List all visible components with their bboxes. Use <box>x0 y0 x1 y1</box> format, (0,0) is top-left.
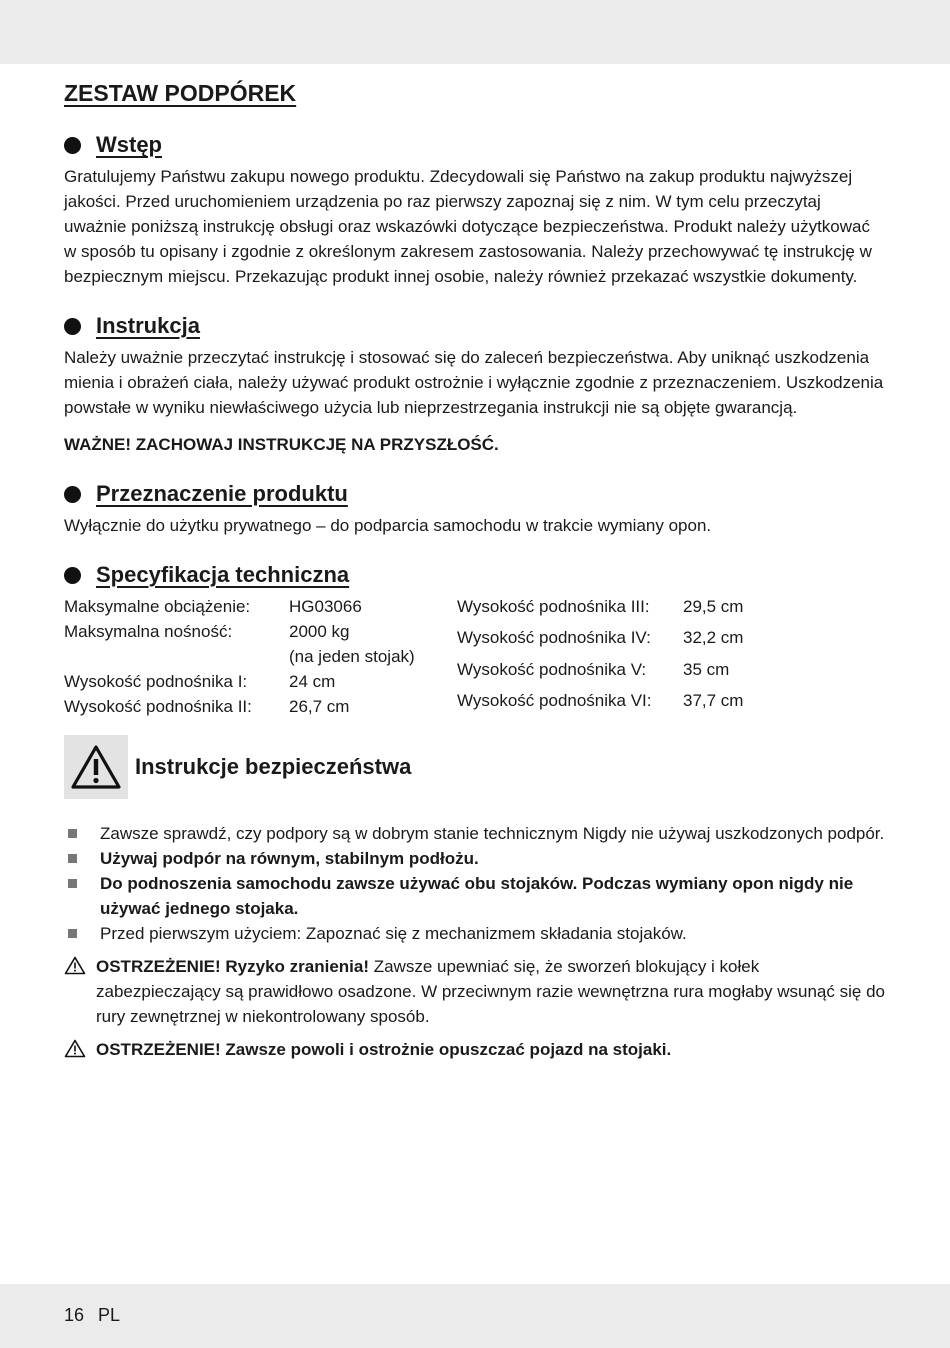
spec-label: Wysokość podnośnika IV: <box>457 628 651 648</box>
purpose-paragraph: Wyłącznie do użytku prywatnego – do podparcia samochodu w trakcie wymiany opon. <box>64 516 712 535</box>
document-body <box>64 78 886 1065</box>
warning-triangle-icon <box>64 1037 96 1065</box>
spec-label: Wysokość podnośnika II: <box>64 697 252 716</box>
spec-value: (na jeden stojak) <box>289 647 415 666</box>
square-bullet-icon <box>68 929 77 938</box>
warning-item <box>64 954 886 1029</box>
safety-list <box>64 821 886 946</box>
square-bullet-icon <box>68 879 77 888</box>
spec-label: Maksymalna nośność: <box>64 622 233 641</box>
spec-value: 29,5 cm <box>683 597 744 616</box>
warning-triangle-icon <box>64 735 128 799</box>
intro-paragraph: Gratulujemy Państwu zakupu nowego produktu. Zdecydowali się Państwo na zakup produktu najwyższej jakości. Przed uruchomieniem urządzenia po raz pierwszy zapoznaj się z nim. W tym celu przeczytaj uważnie poniższą instrukcję obsługi oraz wskazówki dotyczące bezpieczeństwa. Produkt należy użytkować w sposób tu opisany i zgodnie z określonym zakresem zastosowania. Należy przechowywać tę instrukcję w bezpiecznym miejscu. Przekazując produkt innej osobie, należy również przekazać wszystkie dokumenty. <box>64 167 872 286</box>
spec-value: HG03066 <box>289 597 362 616</box>
warning-text <box>96 954 886 1029</box>
list-item-text: Zawsze sprawdź, czy podpory są w dobrym stanie technicznym Nigdy nie używaj uszkodzonych podpór. <box>100 824 885 843</box>
heading-text: Wstęp <box>96 132 162 157</box>
page-footer <box>64 1305 120 1326</box>
list-item <box>64 821 886 846</box>
spec-column-left <box>64 594 457 719</box>
bottom-band <box>0 1284 950 1348</box>
list-item <box>64 846 886 871</box>
list-item <box>64 921 886 946</box>
heading-text: Instrukcja <box>96 313 200 338</box>
list-item <box>64 871 886 921</box>
instructions-paragraph: Należy uważnie przeczytać instrukcję i stosować się do zaleceń bezpieczeństwa. Aby uniknąć uszkodzenia mienia i obrażeń ciała, należy używać produkt ostrożnie i wyłącznie zgodnie z przeznaczeniem. Uszkodzenia powstałe w wyniku niewłaściwego użycia lub nieprzestrzegania instrukcji nie są objęte gwarancją. <box>64 348 884 417</box>
document-title: ZESTAW PODPÓREK <box>64 80 297 106</box>
spec-label: Wysokość podnośnika V: <box>457 659 647 679</box>
spec-label: Maksymalne obciążenie: <box>64 597 251 616</box>
warning-lead: OSTRZEŻENIE! Zawsze powoli i ostrożnie opuszczać pojazd na stojaki. <box>96 1040 672 1059</box>
warning-lead: OSTRZEŻENIE! Ryzyko zranienia! <box>96 957 369 976</box>
filled-circle-icon <box>64 318 81 335</box>
page-number: 16 <box>64 1305 85 1325</box>
section-heading-purpose <box>64 479 886 509</box>
spec-label: Wysokość podnośnika III: <box>457 597 650 616</box>
square-bullet-icon <box>68 829 77 838</box>
section-heading-intro <box>64 130 886 160</box>
spec-value: 24 cm <box>289 672 336 691</box>
heading-text: Instrukcje bezpieczeństwa <box>135 754 412 779</box>
spec-value: 32,2 cm <box>683 628 744 648</box>
heading-text: Przeznaczenie produktu <box>96 481 348 506</box>
spec-value: 35 cm <box>683 659 730 679</box>
warning-triangle-icon <box>64 954 96 1029</box>
spec-column-right <box>457 594 783 719</box>
spec-label: Wysokość podnośnika I: <box>64 672 248 691</box>
square-bullet-icon <box>68 854 77 863</box>
filled-circle-icon <box>64 567 81 584</box>
filled-circle-icon <box>64 486 81 503</box>
section-heading-safety <box>64 735 886 799</box>
important-note: WAŻNE! ZACHOWAJ INSTRUKCJĘ NA PRZYSZŁOŚĆ. <box>64 435 499 454</box>
list-item-text: Do podnoszenia samochodu zawsze używać obu stojaków. Podczas wymiany opon nigdy nie używać jednego stojaka. <box>100 874 854 918</box>
section-heading-specs <box>64 560 886 590</box>
top-band <box>0 0 950 64</box>
spec-value: 37,7 cm <box>683 690 744 710</box>
spec-label: Wysokość podnośnika VI: <box>457 690 652 710</box>
warning-item <box>64 1037 886 1065</box>
filled-circle-icon <box>64 137 81 154</box>
spec-label <box>64 644 289 669</box>
spec-value: 2000 kg <box>289 622 350 641</box>
warning-text <box>96 1037 671 1065</box>
list-item-text: Przed pierwszym użyciem: Zapoznać się z mechanizmem składania stojaków. <box>100 924 687 943</box>
spec-table <box>64 594 886 719</box>
section-heading-instructions <box>64 311 886 341</box>
heading-text: Specyfikacja techniczna <box>96 562 350 587</box>
language-code: PL <box>98 1305 121 1325</box>
warning-body: Zawsze upewniać się, że sworzeń blokujący i kołek zabezpieczający są prawidłowo osadzone. W przeciwnym razie wewnętrzna rura mogłaby wsunąć się do rury zewnętrznej w niekontrolowany sposób. <box>96 957 885 1026</box>
list-item-text: Używaj podpór na równym, stabilnym podłożu. <box>100 849 479 868</box>
spec-value: 26,7 cm <box>289 697 350 716</box>
